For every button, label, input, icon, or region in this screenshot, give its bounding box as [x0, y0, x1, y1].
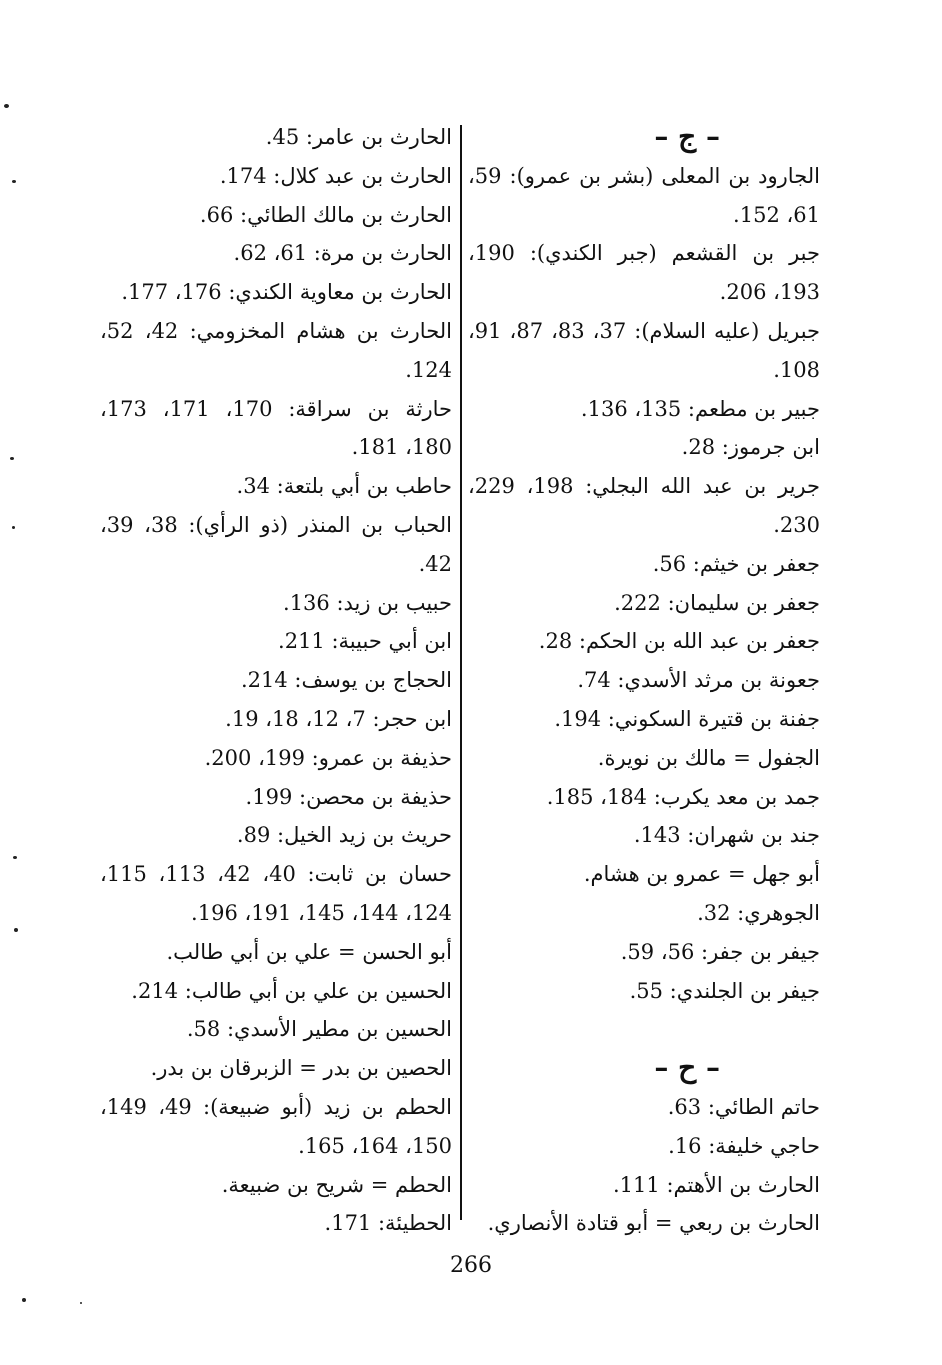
index-entry: جمد بن معد يكرب: 184، 185. — [546, 784, 820, 809]
jim-entries-list — [468, 157, 820, 1011]
index-entry: الحارث بن عبد كلال: 174. — [219, 163, 452, 188]
index-entry: حسان بن ثابت: 40، 42، 113، 115، 124، 144، 145، 191، 196. — [100, 862, 453, 925]
index-entry: الحارث بن مرة: 61، 62. — [233, 241, 452, 266]
index-entry: جيفر بن الجلندي: 55. — [629, 978, 820, 1003]
index-entry: الحارث بن الأهتم: 111. — [612, 1172, 820, 1197]
index-entry: جبريل (عليه السلام): 37، 83، 87، 91، 108. — [468, 318, 821, 382]
index-entry: ابن أبي حبيبة: 211. — [278, 629, 452, 654]
index-entry: جعفر بن خيثم: 56. — [652, 551, 820, 576]
index-entry: جرير بن عبد الله البجلي: 198، 229، 230. — [468, 474, 820, 537]
scan-speck — [4, 104, 9, 108]
index-entry: جفنة بن قتيرة السكوني: 194. — [554, 706, 820, 731]
index-entry: جبير بن مطعم: 135، 136. — [580, 396, 820, 421]
index-column-left — [100, 118, 452, 1243]
index-entry: حريث بن زيد الخيل: 89. — [236, 823, 452, 848]
index-entry: الحجاج بن يوسف: 214. — [240, 668, 452, 693]
index-entry: الحارث بن هشام المخزومي: 42، 52، 124. — [100, 318, 452, 382]
scan-speck — [13, 856, 17, 859]
index-entry: حارثة بن سراقة: 170، 171، 173، 180، 181. — [100, 396, 453, 460]
column-divider — [460, 125, 462, 1220]
index-entry: الحسين بن علي بن أبي طالب: 214. — [131, 978, 452, 1003]
index-entry: حاتم الطائي: 63. — [667, 1094, 820, 1119]
index-entry: الحطيئة: 171. — [324, 1211, 452, 1236]
ha-entries-continued-list — [100, 118, 452, 1243]
index-entry: الحطم = شريح بن ضبيعة. — [221, 1172, 452, 1197]
scan-speck — [12, 180, 16, 183]
index-entry: حاجي خليفة: 16. — [668, 1133, 820, 1158]
index-entry: أبو جهل = عمرو بن هشام. — [583, 862, 820, 887]
index-entry: حبيب بن زيد: 136. — [283, 590, 452, 615]
index-entry: جعفر بن سليمان: 222. — [614, 590, 820, 615]
index-entry: ابن حجر: 7، 12، 18، 19. — [225, 706, 452, 731]
index-entry: حذيفة بن عمرو: 199، 200. — [204, 745, 452, 770]
index-entry: الحسين بن مطير الأسدي: 58. — [186, 1017, 452, 1042]
index-entry: جند بن شهران: 143. — [633, 823, 820, 848]
page-number: 266 — [450, 1253, 492, 1278]
index-entry: الحارث بن ربعي = أبو قتادة الأنصاري. — [487, 1211, 820, 1236]
index-entry: أبو الحسن = علي بن أبي طالب. — [166, 939, 452, 964]
index-entry: ابن جرموز: 28. — [681, 435, 820, 460]
index-entry: الحباب بن المنذر (ذو الرأي): 38، 39، 42. — [100, 512, 453, 576]
section-heading-jim: – ج – — [654, 120, 720, 153]
index-entry: حذيفة بن محصن: 199. — [245, 784, 452, 809]
scan-speck — [12, 526, 15, 529]
index-entry: الجفول = مالك بن نويرة. — [597, 745, 820, 770]
scan-speck — [80, 1302, 82, 1304]
index-entry: جبر بن القشعم (جبر الكندي): 190، 193، 206. — [468, 241, 820, 305]
index-entry: جعفر بن عبد الله بن الحكم: 28. — [538, 629, 820, 654]
index-column-right — [468, 118, 820, 1243]
ha-entries-list — [468, 1088, 820, 1243]
index-entry: الحارث بن مالك الطائي: 66. — [199, 202, 452, 227]
index-entry: جيفر بن جفر: 56، 59. — [620, 939, 820, 964]
scan-speck — [10, 457, 14, 460]
index-entry: الحصين بن بدر = الزبرقان بن بدر. — [150, 1056, 452, 1081]
scan-speck — [22, 1298, 26, 1302]
index-entry: الجارود بن المعلى (بشر بن عمرو): 59، 61، 152. — [468, 163, 820, 227]
index-entry: الحطم بن زيد (أبو ضبيعة): 49، 149، 150، 164، 165. — [100, 1094, 452, 1158]
index-entry: الحارث بن عامر: 45. — [265, 125, 452, 149]
index-entry: الجوهري: 32. — [697, 900, 820, 925]
scan-speck — [14, 928, 18, 932]
index-entry: الحارث بن معاوية الكندي: 176، 177. — [121, 280, 452, 305]
index-entry: جعونة بن مرثد الأسدي: 74. — [577, 668, 820, 693]
section-heading-ha: – ح – — [654, 1051, 720, 1085]
index-entry: حاطب بن أبي بلتعة: 34. — [236, 474, 452, 499]
